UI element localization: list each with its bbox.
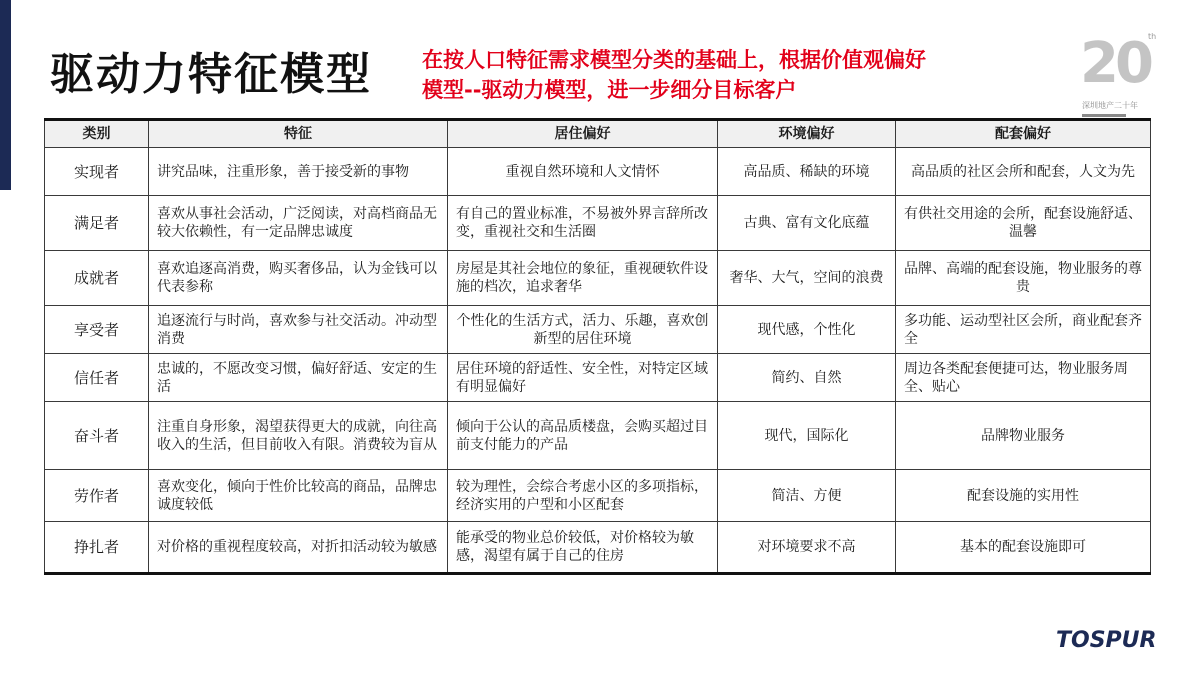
cell-housing: 能承受的物业总价较低，对价格较为敏感，渴望有属于自己的住房 [448,522,718,574]
cell-amenity: 基本的配套设施即可 [896,522,1151,574]
cell-traits: 忠诚的，不愿改变习惯，偏好舒适、安定的生活 [149,354,448,402]
table-row [45,470,1151,522]
cell-housing: 重视自然环境和人文情怀 [448,148,718,196]
subtitle-line-2: 模型--驱动力模型，进一步细分目标客户 [422,78,797,102]
table-row [45,148,1151,196]
cell-housing: 房屋是其社会地位的象征，重视硬软件设施的档次，追求奢华 [448,251,718,306]
left-accent-bar [0,0,11,190]
anniversary-number: 20 [1080,31,1150,96]
cell-environment: 简约、自然 [718,354,896,402]
cell-traits: 讲究品味，注重形象，善于接受新的事物 [149,148,448,196]
cell-environment: 简洁、方便 [718,470,896,522]
header-environment-preference: 环境偏好 [718,120,896,148]
cell-category: 劳作者 [45,470,149,522]
cell-traits: 对价格的重视程度较高，对折扣活动较为敏感 [149,522,448,574]
subtitle [422,45,926,105]
driver-model-table [44,118,1151,575]
cell-category: 享受者 [45,306,149,354]
cell-environment: 奢华、大气，空间的浪费 [718,251,896,306]
cell-environment: 现代感，个性化 [718,306,896,354]
cell-traits: 喜欢追逐高消费，购买奢侈品，认为金钱可以代表参称 [149,251,448,306]
cell-category: 信任者 [45,354,149,402]
cell-amenity: 高品质的社区会所和配套，人文为先 [896,148,1151,196]
page-title: 驱动力特征模型 [50,49,372,100]
table-row [45,402,1151,470]
table-row [45,196,1151,251]
cell-category: 挣扎者 [45,522,149,574]
cell-category: 成就者 [45,251,149,306]
cell-environment: 高品质、稀缺的环境 [718,148,896,196]
cell-amenity: 多功能、运动型社区会所，商业配套齐全 [896,306,1151,354]
cell-amenity: 品牌物业服务 [896,402,1151,470]
cell-category: 满足者 [45,196,149,251]
table-row [45,522,1151,574]
header-traits: 特征 [149,120,448,148]
table-row [45,354,1151,402]
cell-amenity: 有供社交用途的会所，配套设施舒适、温馨 [896,196,1151,251]
cell-housing: 倾向于公认的高品质楼盘，会购买超过目前支付能力的产品 [448,402,718,470]
anniversary-caption: 深圳地产二十年 [1082,101,1138,110]
cell-housing: 较为理性，会综合考虑小区的多项指标，经济实用的户型和小区配套 [448,470,718,522]
cell-traits: 喜欢变化，倾向于性价比较高的商品，品牌忠诚度较低 [149,470,448,522]
cell-housing: 居住环境的舒适性、安全性，对特定区域有明显偏好 [448,354,718,402]
cell-amenity: 品牌、高端的配套设施，物业服务的尊贵 [896,251,1151,306]
cell-environment: 现代，国际化 [718,402,896,470]
cell-category: 实现者 [45,148,149,196]
cell-category: 奋斗者 [45,402,149,470]
header-housing-preference: 居住偏好 [448,120,718,148]
cell-environment: 古典、富有文化底蕴 [718,196,896,251]
cell-amenity: 配套设施的实用性 [896,470,1151,522]
tospur-logo: TOSPUR [1056,628,1157,653]
anniversary-underline [1082,114,1126,117]
table-header-row [45,120,1151,148]
cell-traits: 喜欢从事社会活动，广泛阅读，对高档商品无较大依赖性，有一定品牌忠诚度 [149,196,448,251]
table-row [45,251,1151,306]
header-category: 类别 [45,120,149,148]
subtitle-line-1: 在按人口特征需求模型分类的基础上，根据价值观偏好 [422,48,926,72]
cell-housing: 个性化的生活方式，活力、乐趣，喜欢创新型的居住环境 [448,306,718,354]
cell-housing: 有自己的置业标准，不易被外界言辞所改变，重视社交和生活圈 [448,196,718,251]
cell-traits: 注重自身形象，渴望获得更大的成就，向往高收入的生活，但目前收入有限。消费较为盲从 [149,402,448,470]
cell-traits: 追逐流行与时尚，喜欢参与社交活动。冲动型消费 [149,306,448,354]
cell-amenity: 周边各类配套便捷可达，物业服务周全、贴心 [896,354,1151,402]
anniversary-suffix: th [1148,32,1157,41]
header-amenity-preference: 配套偏好 [896,120,1151,148]
cell-environment: 对环境要求不高 [718,522,896,574]
table-row [45,306,1151,354]
anniversary-logo [1076,30,1166,122]
